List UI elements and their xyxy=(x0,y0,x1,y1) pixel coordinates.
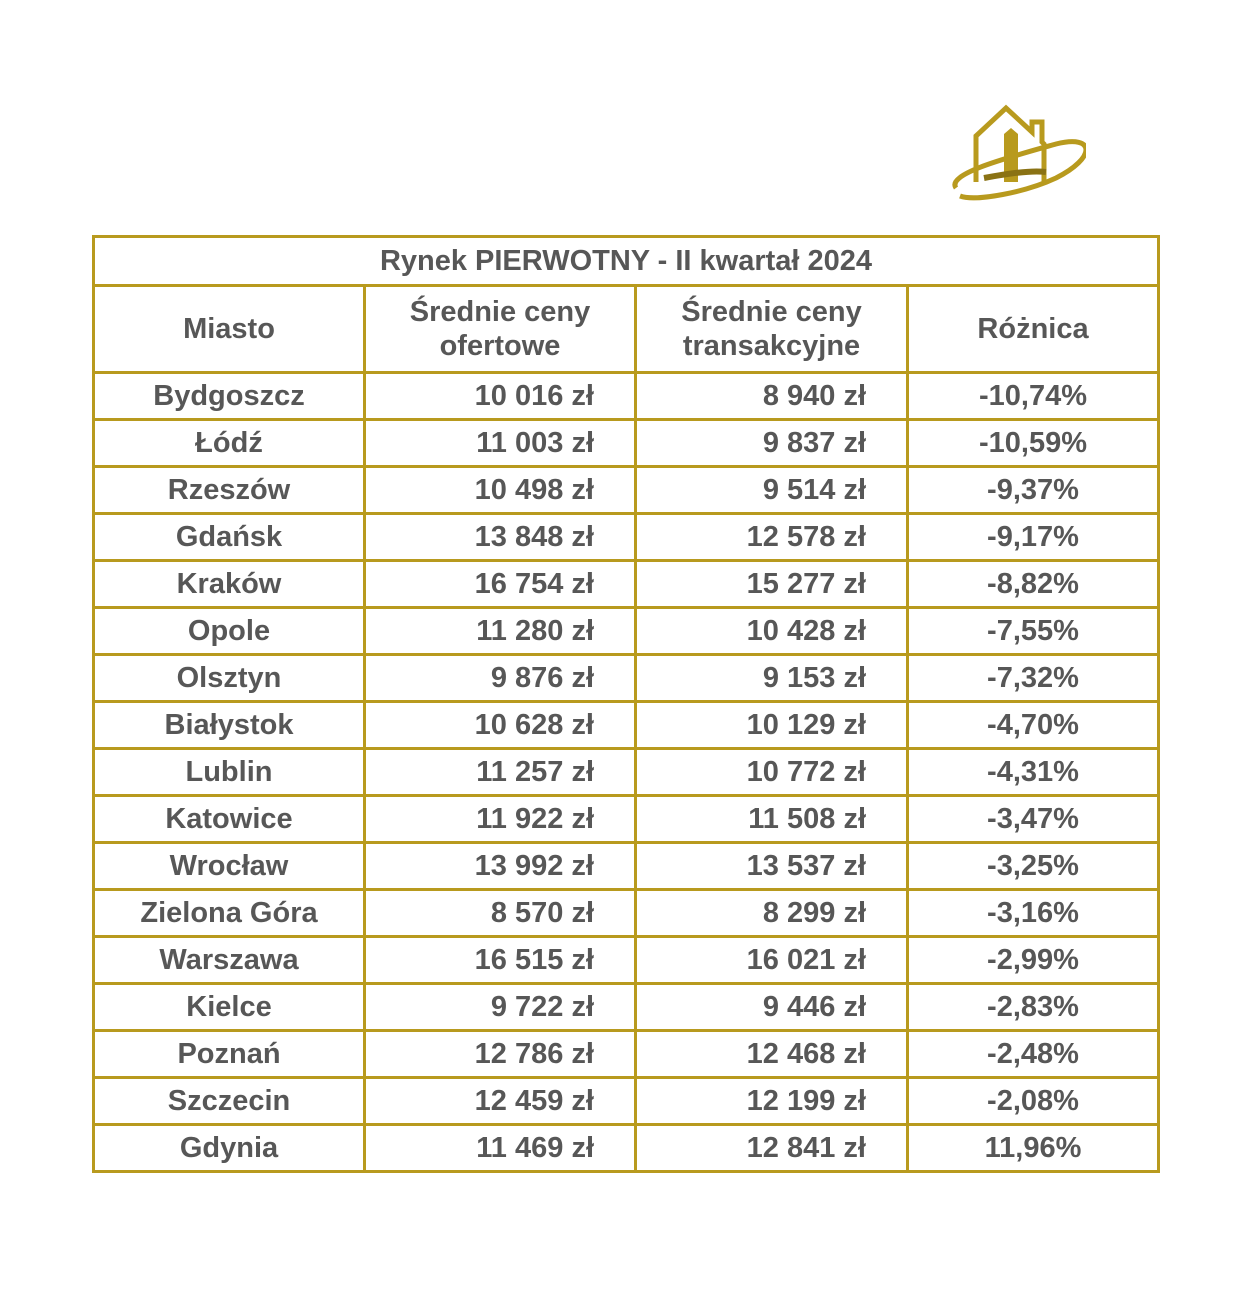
cell-city: Wrocław xyxy=(94,843,365,890)
cell-offer-price: 16 515 zł xyxy=(365,937,636,984)
cell-difference: -2,48% xyxy=(908,1031,1159,1078)
cell-transaction-price: 8 299 zł xyxy=(636,890,908,937)
table-row xyxy=(94,608,1159,655)
cell-difference: -7,55% xyxy=(908,608,1159,655)
cell-transaction-price: 16 021 zł xyxy=(636,937,908,984)
cell-transaction-price: 13 537 zł xyxy=(636,843,908,890)
table-row xyxy=(94,373,1159,420)
cell-transaction-price: 11 508 zł xyxy=(636,796,908,843)
cell-offer-price: 10 628 zł xyxy=(365,702,636,749)
table-row xyxy=(94,1031,1159,1078)
cell-offer-price: 11 469 zł xyxy=(365,1125,636,1172)
cell-difference: 11,96% xyxy=(908,1125,1159,1172)
cell-transaction-price: 10 772 zł xyxy=(636,749,908,796)
cell-difference: -10,74% xyxy=(908,373,1159,420)
cell-city: Warszawa xyxy=(94,937,365,984)
cell-transaction-price: 9 153 zł xyxy=(636,655,908,702)
header-offer-price xyxy=(365,286,636,373)
header-transaction-line1: Średnie ceny xyxy=(681,296,862,328)
header-city: Miasto xyxy=(94,286,365,373)
cell-difference: -10,59% xyxy=(908,420,1159,467)
cell-offer-price: 10 016 zł xyxy=(365,373,636,420)
cell-offer-price: 11 922 zł xyxy=(365,796,636,843)
table-row xyxy=(94,890,1159,937)
table-row xyxy=(94,561,1159,608)
cell-transaction-price: 12 578 zł xyxy=(636,514,908,561)
cell-transaction-price: 12 468 zł xyxy=(636,1031,908,1078)
cell-transaction-price: 9 514 zł xyxy=(636,467,908,514)
cell-offer-price: 16 754 zł xyxy=(365,561,636,608)
cell-difference: -9,17% xyxy=(908,514,1159,561)
cell-transaction-price: 9 837 zł xyxy=(636,420,908,467)
cell-city: Kielce xyxy=(94,984,365,1031)
cell-city: Olsztyn xyxy=(94,655,365,702)
table-row xyxy=(94,843,1159,890)
cell-city: Lublin xyxy=(94,749,365,796)
cell-difference: -3,25% xyxy=(908,843,1159,890)
cell-offer-price: 9 722 zł xyxy=(365,984,636,1031)
cell-transaction-price: 12 199 zł xyxy=(636,1078,908,1125)
cell-transaction-price: 10 428 zł xyxy=(636,608,908,655)
cell-offer-price: 8 570 zł xyxy=(365,890,636,937)
cell-city: Zielona Góra xyxy=(94,890,365,937)
cell-offer-price: 12 459 zł xyxy=(365,1078,636,1125)
cell-offer-price: 13 992 zł xyxy=(365,843,636,890)
cell-city: Białystok xyxy=(94,702,365,749)
cell-offer-price: 10 498 zł xyxy=(365,467,636,514)
cell-offer-price: 11 257 zł xyxy=(365,749,636,796)
cell-city: Łódź xyxy=(94,420,365,467)
cell-offer-price: 12 786 zł xyxy=(365,1031,636,1078)
header-offer-line2: ofertowe xyxy=(439,330,561,362)
table-title: Rynek PIERWOTNY - II kwartał 2024 xyxy=(94,237,1159,286)
table-row xyxy=(94,937,1159,984)
cell-difference: -3,47% xyxy=(908,796,1159,843)
table-row xyxy=(94,984,1159,1031)
header-transaction-price xyxy=(636,286,908,373)
cell-difference: -7,32% xyxy=(908,655,1159,702)
cell-transaction-price: 9 446 zł xyxy=(636,984,908,1031)
header-difference: Różnica xyxy=(908,286,1159,373)
cell-difference: -4,31% xyxy=(908,749,1159,796)
table-row xyxy=(94,1078,1159,1125)
cell-city: Poznań xyxy=(94,1031,365,1078)
cell-difference: -2,83% xyxy=(908,984,1159,1031)
cell-offer-price: 11 280 zł xyxy=(365,608,636,655)
table-row xyxy=(94,467,1159,514)
cell-difference: -2,99% xyxy=(908,937,1159,984)
header-offer-line1: Średnie ceny xyxy=(409,296,591,328)
cell-transaction-price: 15 277 zł xyxy=(636,561,908,608)
table-row xyxy=(94,749,1159,796)
cell-city: Kraków xyxy=(94,561,365,608)
cell-difference: -3,16% xyxy=(908,890,1159,937)
cell-city: Gdynia xyxy=(94,1125,365,1172)
cell-transaction-price: 8 940 zł xyxy=(636,373,908,420)
cell-city: Opole xyxy=(94,608,365,655)
cell-difference: -9,37% xyxy=(908,467,1159,514)
cell-city: Katowice xyxy=(94,796,365,843)
cell-offer-price: 11 003 zł xyxy=(365,420,636,467)
cell-offer-price: 13 848 zł xyxy=(365,514,636,561)
table-row xyxy=(94,796,1159,843)
header-transaction-line2: transakcyjne xyxy=(682,330,861,362)
cell-city: Bydgoszcz xyxy=(94,373,365,420)
cell-transaction-price: 10 129 zł xyxy=(636,702,908,749)
table-row xyxy=(94,1125,1159,1172)
table-row xyxy=(94,655,1159,702)
cell-offer-price: 9 876 zł xyxy=(365,655,636,702)
table-row xyxy=(94,514,1159,561)
cell-difference: -2,08% xyxy=(908,1078,1159,1125)
cell-city: Szczecin xyxy=(94,1078,365,1125)
cell-city: Gdańsk xyxy=(94,514,365,561)
cell-transaction-price: 12 841 zł xyxy=(636,1125,908,1172)
house-logo-icon xyxy=(946,100,1086,210)
cell-difference: -8,82% xyxy=(908,561,1159,608)
cell-city: Rzeszów xyxy=(94,467,365,514)
table-row xyxy=(94,420,1159,467)
cell-difference: -4,70% xyxy=(908,702,1159,749)
price-table xyxy=(92,235,1160,1173)
table-row xyxy=(94,702,1159,749)
